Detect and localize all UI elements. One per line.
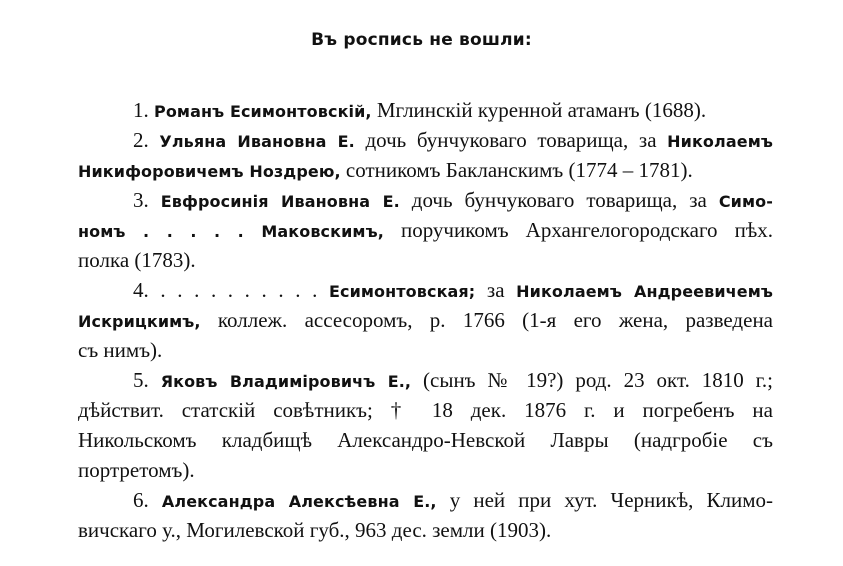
entry-2-line-1	[133, 128, 773, 154]
entry-number: 4.	[133, 278, 149, 302]
entry-text: поручикомъ Архангелогородскаго пѣх.	[383, 218, 773, 242]
entry-number: 3.	[133, 188, 149, 212]
entry-text: Никольскомъ кладбищѣ Александро-Невской Лавры (надгробіе съ	[78, 428, 773, 452]
entry-text: сотникомъ Бакланскимъ (1774 – 1781).	[340, 158, 693, 182]
person-name: Яковъ Владиміровичъ Е.,	[160, 372, 412, 391]
entry-dots: . . . . . . . . . .	[148, 278, 329, 302]
spouse-name: Симо-	[718, 192, 774, 211]
entry-text: съ нимъ).	[78, 338, 163, 362]
spouse-name: Николаемъ Андреевичемъ	[516, 282, 773, 301]
entry-4-line-2	[78, 308, 773, 334]
entry-number: 1.	[133, 98, 149, 122]
entry-number: 2.	[133, 128, 149, 152]
entry-text: Мглинскій куренной атаманъ (1688).	[371, 98, 707, 122]
entry-6-line-2	[78, 518, 551, 542]
entry-5-line-4	[78, 458, 195, 482]
spouse-name: номъ . . . . . Маковскимъ,	[78, 222, 384, 241]
entry-text: вичскаго у., Могилевской губ., 963 дес. земли (1903).	[78, 518, 552, 542]
entry-text: дѣйствит. статскій совѣтникъ; † 18 дек. 1876 г. и погребенъ на	[78, 398, 773, 422]
entry-2-line-2	[78, 158, 693, 184]
spouse-name: Николаемъ	[667, 132, 773, 151]
entry-3-line-3	[78, 248, 196, 272]
entry-5-line-2	[78, 398, 773, 422]
person-name: Есимонтовская;	[328, 282, 476, 301]
entry-text: (сынъ № 19?) род. 23 окт. 1810 г.;	[411, 368, 774, 392]
person-name: Ульяна Ивановна Е.	[159, 132, 355, 151]
person-name: Романъ Есимонтовскій,	[154, 102, 372, 121]
entry-text: полка (1783).	[78, 248, 196, 272]
spouse-name: Никифоровичемъ Ноздрею,	[78, 162, 341, 181]
entry-1-line-1	[133, 98, 706, 124]
entry-number: 5.	[133, 368, 149, 392]
entry-text: за	[475, 278, 517, 302]
entry-4-line-3	[78, 338, 162, 362]
person-name: Евфросинія Ивановна Е.	[160, 192, 400, 211]
person-name: Александра Алексѣевна Е.,	[161, 492, 437, 511]
entry-4-line-1	[133, 278, 773, 304]
entry-text: портретомъ).	[78, 458, 195, 482]
entry-text: у ней при хут. Черникѣ, Климо-	[436, 488, 773, 512]
entry-3-line-2	[78, 218, 773, 244]
entry-3-line-1	[133, 188, 773, 214]
entry-number: 6.	[133, 488, 149, 512]
entry-6-line-1	[133, 488, 773, 514]
entry-5-line-3	[78, 428, 773, 452]
spouse-name: Искрицкимъ,	[78, 312, 201, 331]
entry-5-line-1	[133, 368, 773, 394]
entry-text: дочь бунчуковаго товарища, за	[399, 188, 719, 212]
entry-text: коллеж. ассесоромъ, р. 1766 (1-я его жена, разведена	[200, 308, 773, 332]
entry-text: дочь бунчуковаго товарища, за	[354, 128, 668, 152]
page-heading: Въ роспись не вошли:	[311, 30, 532, 50]
